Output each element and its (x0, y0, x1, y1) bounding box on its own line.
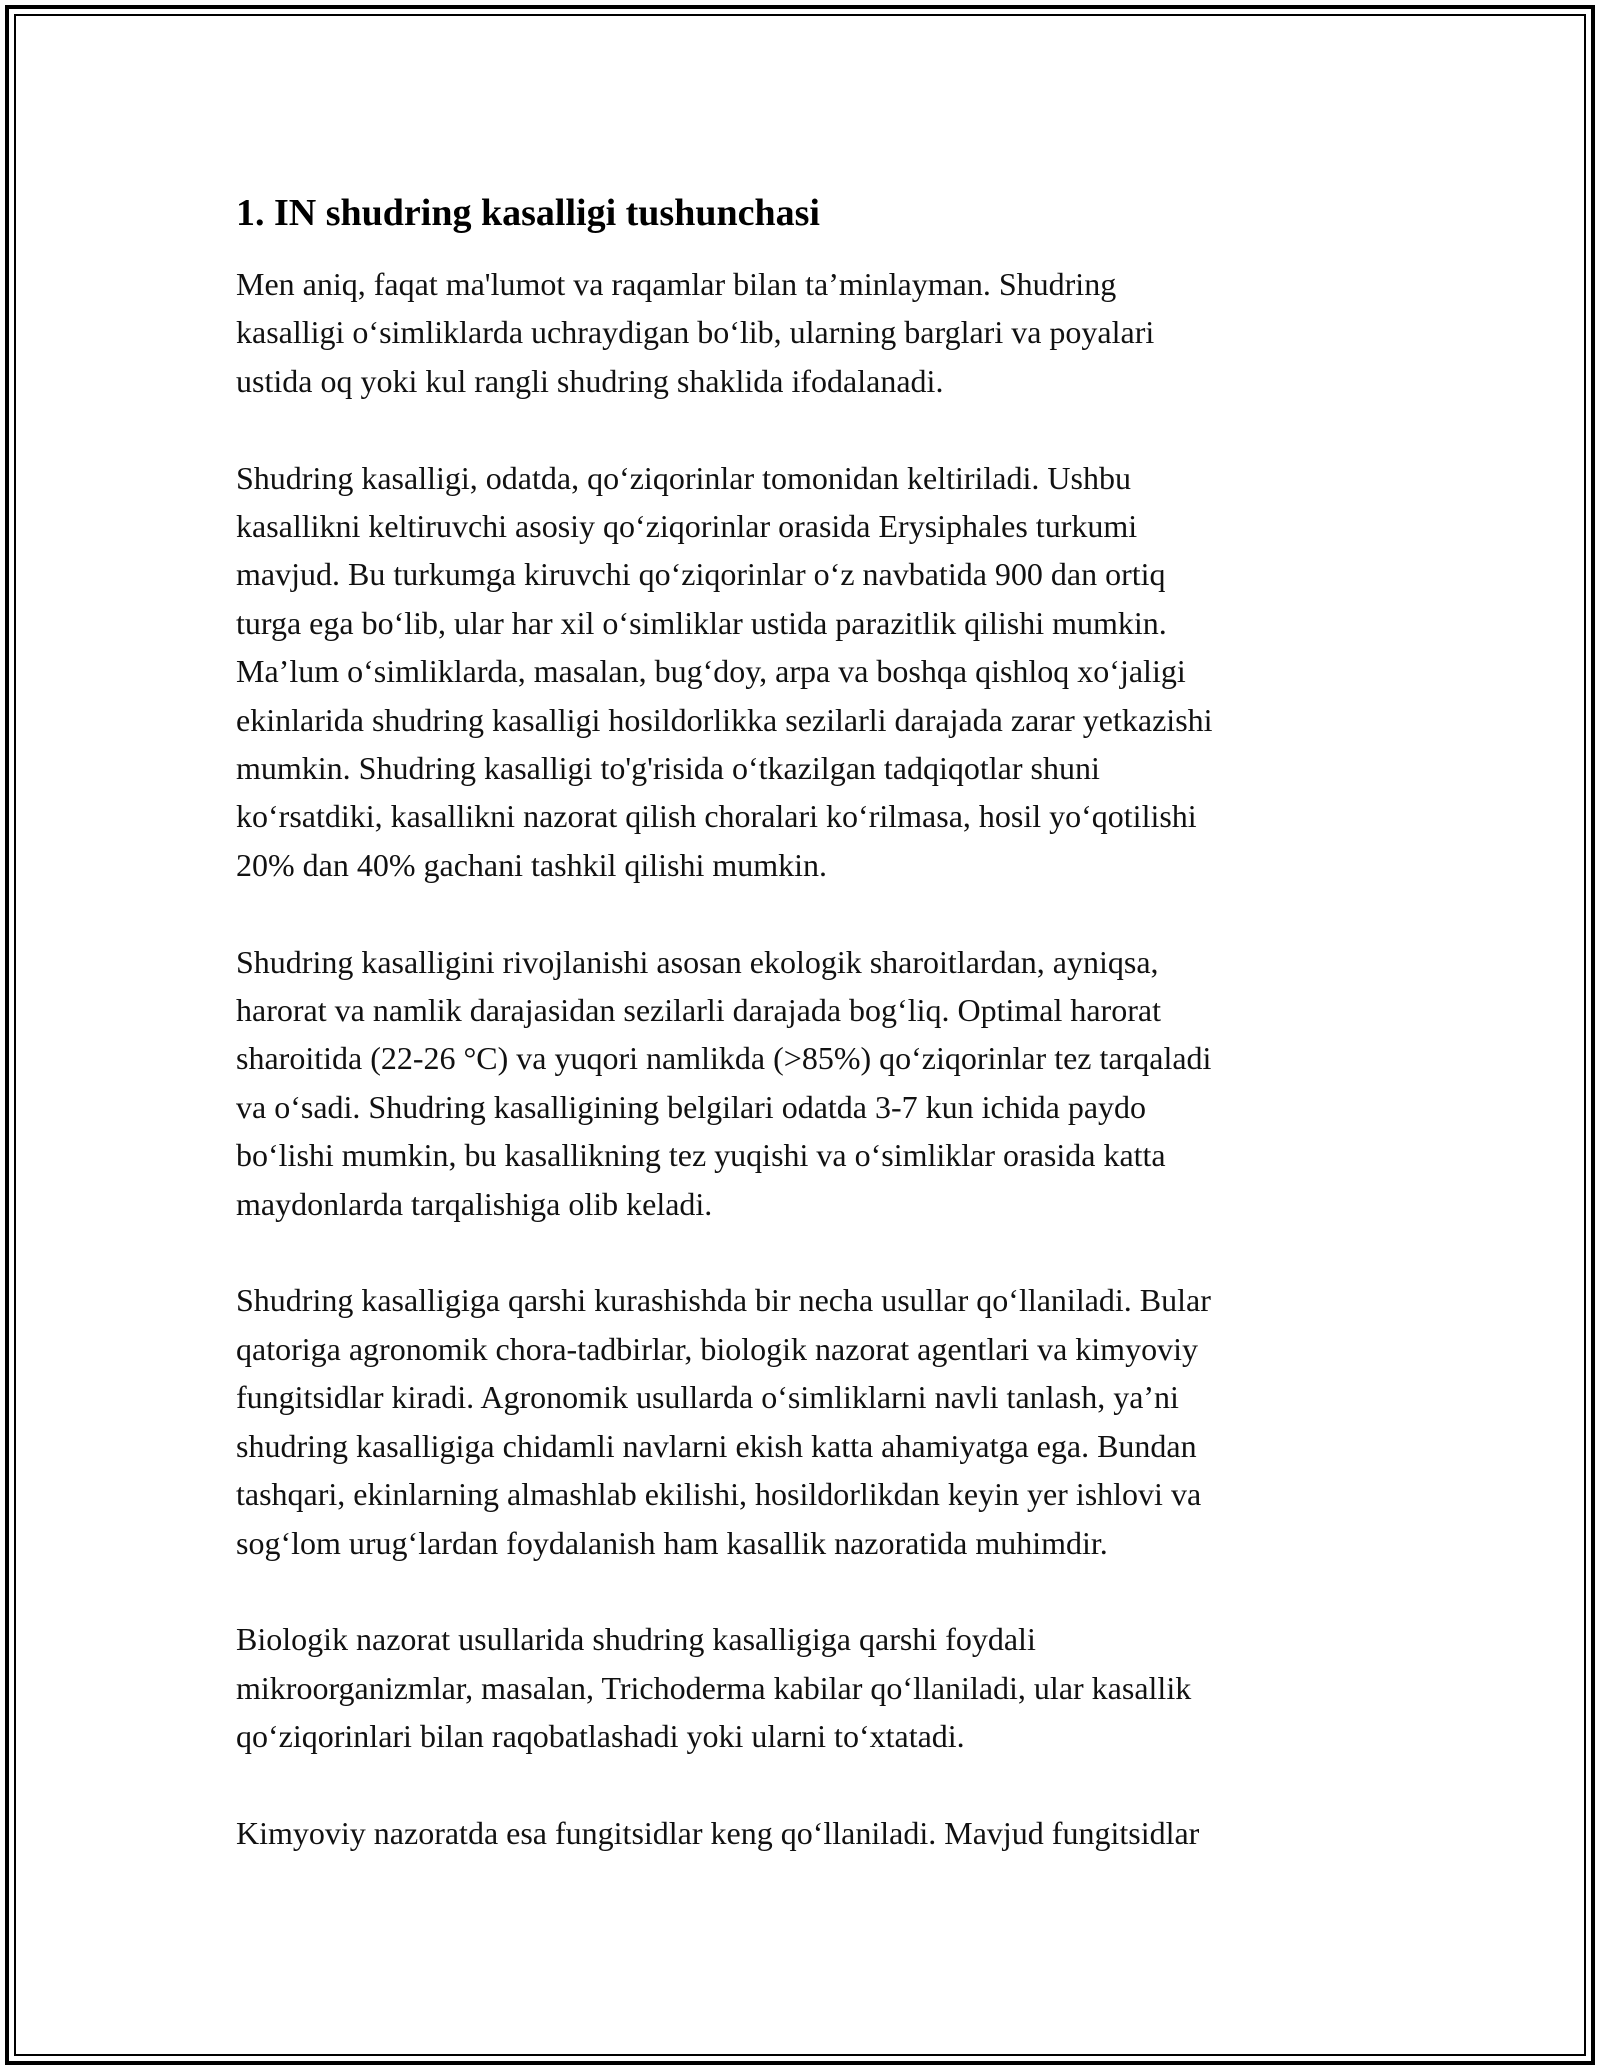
paragraph-chemical-control: Kimyoviy nazoratda esa fungitsidlar keng qo‘llaniladi. Mavjud fungitsidlar (236, 1814, 1200, 1851)
paragraph-control-methods: Shudring kasalligiga qarshi kurashishda bir necha usullar qo‘llaniladi. Bular qatoriga agronomik chora-tadbirlar, biologik nazorat agentlari va kimyoviy fungitsidlar kiradi. Agronomik usullarda o‘simliklarni navli tanlash, ya’ni shudring kasalligiga chidamli navlarni ekish katta ahamiyatga ega. Bundan tashqari, ekinlarning almashlab ekilishi, hosildorlikdan keyin yer ishlovi va sog‘lom urug‘lardan foydalanish ham kasallik nazoratida muhimdir. (236, 1282, 1211, 1561)
paragraph-biological-control: Biologik nazorat usullarida shudring kasalligiga qarshi foydali mikroorganizmlar, masalan, Trichoderma kabilar qo‘llaniladi, ular kasallik qo‘ziqorinlari bilan raqobatlashadi yoki ularni to‘xtatadi. (236, 1621, 1192, 1755)
document-body (236, 188, 1366, 1906)
paragraph-conditions: Shudring kasalligini rivojlanishi asosan ekologik sharoitlardan, ayniqsa, harorat va namlik darajasidan sezilarli darajada bog‘liq. Optimal harorat sharoitida (22-26 °C) va yuqori namlikda (>85%) qo‘ziqorinlar tez tarqaladi va o‘sadi. Shudring kasalligining belgilari odatda 3-7 kun ichida paydo bo‘lishi mumkin, bu kasallikning tez yuqishi va o‘simliklar orasida katta maydonlarda tarqalishiga olib keladi. (236, 943, 1212, 1222)
paragraph-causes: Shudring kasalligi, odatda, qo‘ziqorinlar tomonidan keltiriladi. Ushbu kasallikni keltiruvchi asosiy qo‘ziqorinlar orasida Erysiphales turkumi mavjud. Bu turkumga kiruvchi qo‘ziqorinlar o‘z navbatida 900 dan ortiq turga ega bo‘lib, ular har xil o‘simliklar ustida parazitlik qilishi mumkin. Ma’lum o‘simliklarda, masalan, bug‘doy, arpa va boshqa qishloq xo‘jaligi ekinlarida shudring kasalligi hosildorlikka sezilarli darajada zarar yetkazishi mumkin. Shudring kasalligi to'g'risida o‘tkazilgan tadqiqotlar shuni ko‘rsatdiki, kasallikni nazorat qilish choralari ko‘rilmasa, hosil yo‘qotilishi 20% dan 40% gachani tashkil qilishi mumkin. (236, 459, 1213, 883)
section-heading: 1. IN shudring kasalligi tushunchasi (236, 192, 820, 234)
paragraph-intro: Men aniq, faqat ma'lumot va raqamlar bilan ta’minlayman. Shudring kasalligi o‘simliklarda uchraydigan bo‘lib, ularning barglari va poyalari ustida oq yoki kul rangli shudring shaklida ifodalanadi. (236, 266, 1155, 399)
